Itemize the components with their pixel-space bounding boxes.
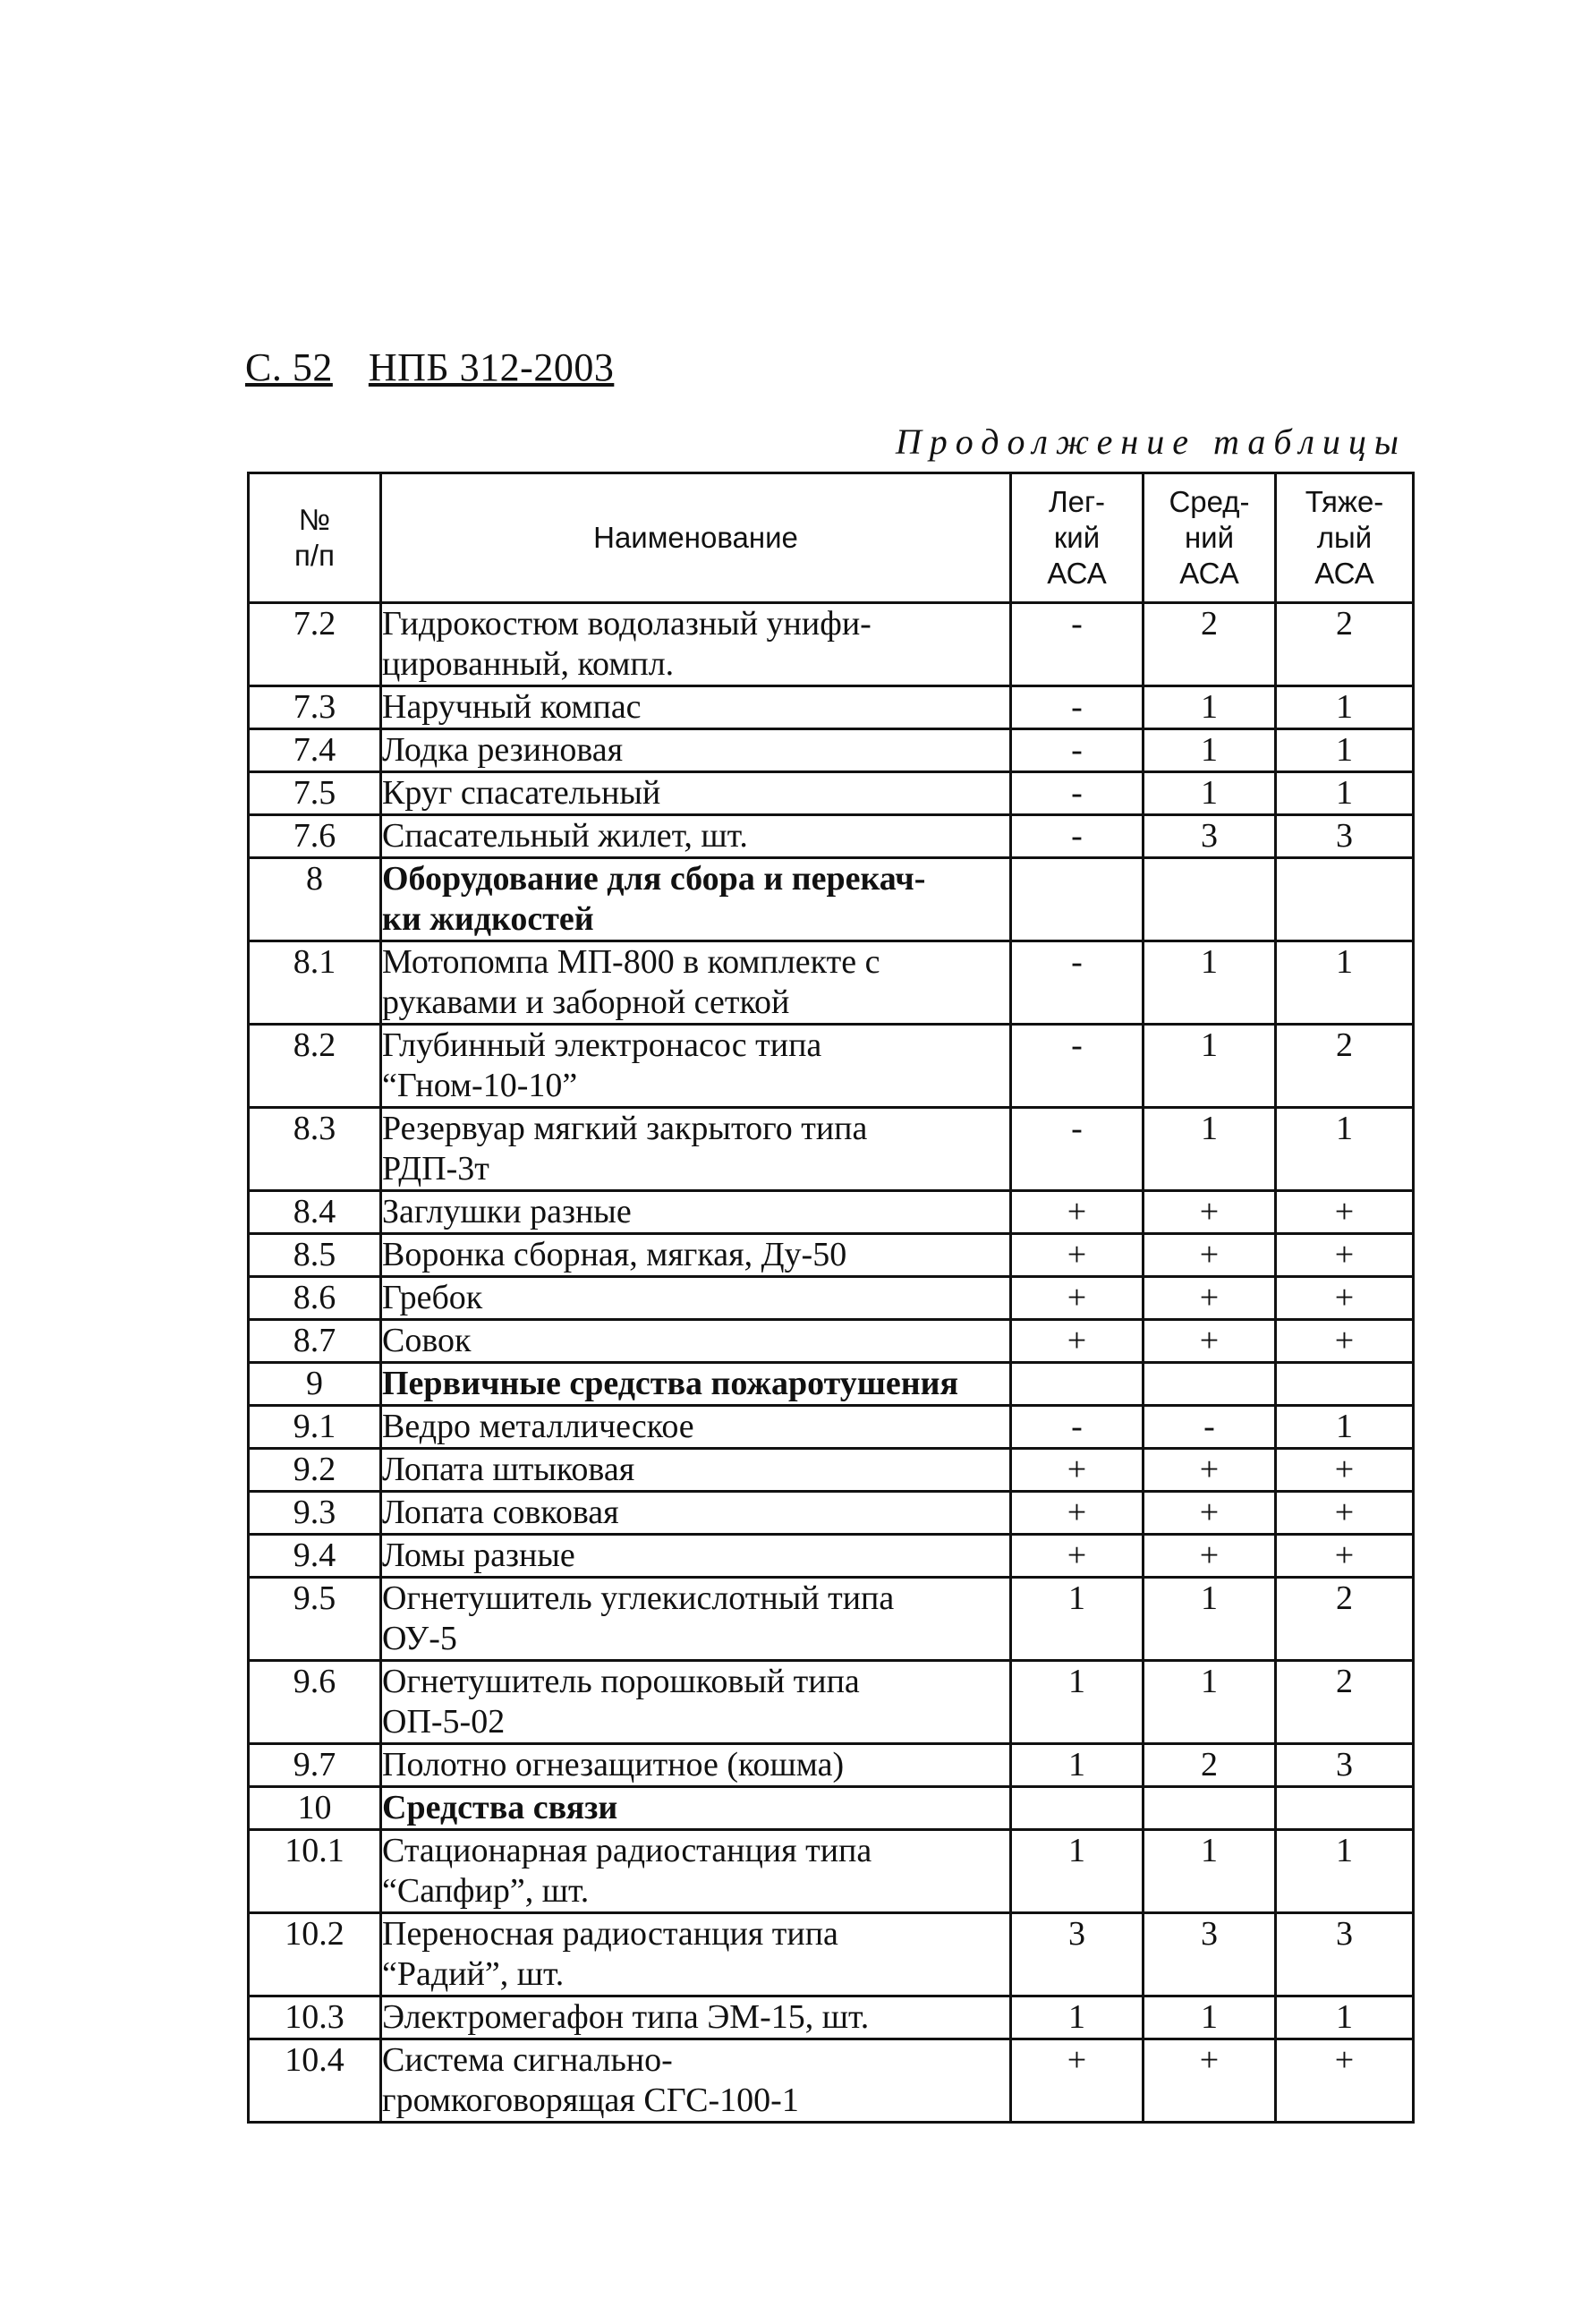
row-value-light: + bbox=[1011, 1277, 1144, 1320]
row-value-heavy bbox=[1276, 858, 1414, 941]
row-name bbox=[381, 941, 1011, 1025]
row-name-line: Полотно огнезащитное (кошма) bbox=[382, 1746, 845, 1783]
row-name-line: РДП-3т bbox=[382, 1150, 489, 1188]
row-value-heavy: 1 bbox=[1276, 772, 1414, 815]
row-value-heavy: 1 bbox=[1276, 729, 1414, 772]
row-value-heavy: + bbox=[1276, 1492, 1414, 1535]
row-value-medium: + bbox=[1144, 1234, 1276, 1277]
row-name bbox=[381, 1492, 1011, 1535]
row-name-line: ОУ-5 bbox=[382, 1620, 457, 1657]
table-row bbox=[249, 772, 1414, 815]
row-number: 9.5 bbox=[249, 1578, 381, 1661]
row-value-light: - bbox=[1011, 729, 1144, 772]
row-value-heavy: 3 bbox=[1276, 1913, 1414, 1996]
row-name bbox=[381, 1277, 1011, 1320]
row-name bbox=[381, 1830, 1011, 1913]
row-name-line: Оборудование для сбора и перекач- bbox=[382, 860, 926, 898]
row-name-line: Огнетушитель углекислотный типа bbox=[382, 1579, 895, 1617]
table-row bbox=[249, 1320, 1414, 1363]
row-name-line: Стационарная радиостанция типа bbox=[382, 1832, 872, 1869]
row-value-light: + bbox=[1011, 2039, 1144, 2123]
table-row bbox=[249, 686, 1414, 729]
row-value-light: - bbox=[1011, 686, 1144, 729]
row-value-light: + bbox=[1011, 1320, 1144, 1363]
row-value-medium: 2 bbox=[1144, 603, 1276, 686]
row-number: 8.1 bbox=[249, 941, 381, 1025]
row-name bbox=[381, 1913, 1011, 1996]
row-value-medium: 1 bbox=[1144, 772, 1276, 815]
row-value-medium: - bbox=[1144, 1406, 1276, 1449]
row-name bbox=[381, 1191, 1011, 1234]
header-name: Наименование bbox=[381, 473, 1011, 603]
row-value-medium: 2 bbox=[1144, 1744, 1276, 1787]
row-value-heavy: 1 bbox=[1276, 686, 1414, 729]
row-value-heavy bbox=[1276, 1363, 1414, 1406]
row-name bbox=[381, 1744, 1011, 1787]
table-row bbox=[249, 1025, 1414, 1108]
row-value-medium: 3 bbox=[1144, 815, 1276, 858]
document-code: НПБ 312-2003 bbox=[368, 345, 615, 389]
table-row bbox=[249, 1108, 1414, 1191]
row-name bbox=[381, 2039, 1011, 2123]
table-row bbox=[249, 1449, 1414, 1492]
row-value-heavy: + bbox=[1276, 1449, 1414, 1492]
row-name-line: Средства связи bbox=[382, 1789, 618, 1826]
page-number: С. 52 bbox=[245, 345, 333, 389]
row-value-medium bbox=[1144, 1363, 1276, 1406]
row-number: 7.6 bbox=[249, 815, 381, 858]
row-number: 8.4 bbox=[249, 1191, 381, 1234]
row-value-medium: 1 bbox=[1144, 1578, 1276, 1661]
row-value-light: - bbox=[1011, 603, 1144, 686]
row-value-medium bbox=[1144, 858, 1276, 941]
row-value-medium bbox=[1144, 1787, 1276, 1830]
row-value-medium: 3 bbox=[1144, 1913, 1276, 1996]
row-value-light: 1 bbox=[1011, 1830, 1144, 1913]
row-name bbox=[381, 1787, 1011, 1830]
header-num: № п/п bbox=[249, 473, 381, 603]
row-value-heavy: + bbox=[1276, 1320, 1414, 1363]
row-value-medium: 1 bbox=[1144, 1830, 1276, 1913]
row-value-heavy: 2 bbox=[1276, 1661, 1414, 1744]
row-number: 8.6 bbox=[249, 1277, 381, 1320]
table-row bbox=[249, 1661, 1414, 1744]
row-value-medium: + bbox=[1144, 1492, 1276, 1535]
row-value-light: 1 bbox=[1011, 1578, 1144, 1661]
row-value-heavy: 1 bbox=[1276, 1996, 1414, 2039]
row-name bbox=[381, 603, 1011, 686]
row-name bbox=[381, 1025, 1011, 1108]
row-value-medium: 1 bbox=[1144, 729, 1276, 772]
equipment-table bbox=[247, 472, 1415, 2124]
row-value-light: - bbox=[1011, 1108, 1144, 1191]
row-name-line: Совок bbox=[382, 1322, 472, 1359]
row-name-line: Первичные средства пожаротушения bbox=[382, 1365, 959, 1402]
row-name-line: Система сигнально- bbox=[382, 2041, 673, 2079]
row-number: 9.1 bbox=[249, 1406, 381, 1449]
row-number: 9.7 bbox=[249, 1744, 381, 1787]
row-name bbox=[381, 1578, 1011, 1661]
row-name-line: Электромегафон типа ЭМ-15, шт. bbox=[382, 1998, 870, 2036]
row-value-heavy: + bbox=[1276, 1191, 1414, 1234]
row-number: 7.5 bbox=[249, 772, 381, 815]
row-name bbox=[381, 729, 1011, 772]
row-value-heavy: + bbox=[1276, 1535, 1414, 1578]
row-number: 8.5 bbox=[249, 1234, 381, 1277]
row-value-light bbox=[1011, 1363, 1144, 1406]
row-value-medium: + bbox=[1144, 1191, 1276, 1234]
row-name-line: Гидрокостюм водолазный унифи- bbox=[382, 605, 872, 643]
row-value-light bbox=[1011, 1787, 1144, 1830]
row-name-line: Круг спасательный bbox=[382, 774, 661, 812]
row-name bbox=[381, 815, 1011, 858]
table-row bbox=[249, 1492, 1414, 1535]
row-name bbox=[381, 1108, 1011, 1191]
row-value-medium: + bbox=[1144, 2039, 1276, 2123]
row-value-light: - bbox=[1011, 1406, 1144, 1449]
row-name-line: Переносная радиостанция типа bbox=[382, 1915, 838, 1953]
row-value-light: + bbox=[1011, 1191, 1144, 1234]
row-name bbox=[381, 1996, 1011, 2039]
row-value-heavy: 2 bbox=[1276, 603, 1414, 686]
row-value-light: 1 bbox=[1011, 1661, 1144, 1744]
row-value-medium: + bbox=[1144, 1535, 1276, 1578]
row-value-medium: 1 bbox=[1144, 941, 1276, 1025]
table-row bbox=[249, 1830, 1414, 1913]
row-number: 9.3 bbox=[249, 1492, 381, 1535]
row-number: 10.4 bbox=[249, 2039, 381, 2123]
table-header-row bbox=[249, 473, 1414, 603]
row-name-line: Воронка сборная, мягкая, Ду-50 bbox=[382, 1236, 847, 1273]
header-heavy: Тяже- лый АСА bbox=[1276, 473, 1414, 603]
row-value-heavy: 1 bbox=[1276, 1830, 1414, 1913]
row-value-heavy: + bbox=[1276, 1277, 1414, 1320]
table-row bbox=[249, 1406, 1414, 1449]
row-value-medium: 1 bbox=[1144, 1996, 1276, 2039]
row-value-light: - bbox=[1011, 815, 1144, 858]
row-value-light bbox=[1011, 858, 1144, 941]
header-light: Лег- кий АСА bbox=[1011, 473, 1144, 603]
row-name-line: “Радий”, шт. bbox=[382, 1955, 565, 1993]
row-name bbox=[381, 686, 1011, 729]
row-value-light: + bbox=[1011, 1449, 1144, 1492]
header-medium: Сред- ний АСА bbox=[1144, 473, 1276, 603]
table-row bbox=[249, 941, 1414, 1025]
row-number: 10.2 bbox=[249, 1913, 381, 1996]
row-number: 8.2 bbox=[249, 1025, 381, 1108]
row-name bbox=[381, 1363, 1011, 1406]
row-name-line: Резервуар мягкий закрытого типа bbox=[382, 1110, 868, 1147]
row-number: 9 bbox=[249, 1363, 381, 1406]
row-value-medium: 1 bbox=[1144, 1661, 1276, 1744]
row-name-line: ки жидкостей bbox=[382, 900, 594, 938]
row-name bbox=[381, 858, 1011, 941]
row-value-light: + bbox=[1011, 1535, 1144, 1578]
row-name-line: Заглушки разные bbox=[382, 1193, 632, 1230]
row-name-line: Ломы разные bbox=[382, 1537, 575, 1574]
row-number: 8.3 bbox=[249, 1108, 381, 1191]
row-number: 10.3 bbox=[249, 1996, 381, 2039]
row-value-medium: + bbox=[1144, 1320, 1276, 1363]
row-value-light: 1 bbox=[1011, 1744, 1144, 1787]
table-row bbox=[249, 729, 1414, 772]
row-value-medium: 1 bbox=[1144, 1025, 1276, 1108]
row-name bbox=[381, 1406, 1011, 1449]
row-name-line: Наручный компас bbox=[382, 688, 642, 726]
row-number: 7.4 bbox=[249, 729, 381, 772]
table-row bbox=[249, 1191, 1414, 1234]
table-row bbox=[249, 1277, 1414, 1320]
row-name-line: цированный, компл. bbox=[382, 645, 675, 683]
row-name-line: Гребок bbox=[382, 1279, 483, 1316]
table-row bbox=[249, 2039, 1414, 2123]
row-name-line: Лопата штыковая bbox=[382, 1451, 635, 1488]
row-value-heavy: 1 bbox=[1276, 1406, 1414, 1449]
row-number: 8.7 bbox=[249, 1320, 381, 1363]
row-name bbox=[381, 1535, 1011, 1578]
row-value-light: 3 bbox=[1011, 1913, 1144, 1996]
section-row bbox=[249, 858, 1414, 941]
row-value-heavy: 1 bbox=[1276, 1108, 1414, 1191]
row-value-heavy: + bbox=[1276, 2039, 1414, 2123]
row-number: 10 bbox=[249, 1787, 381, 1830]
row-name-line: Лопата совковая bbox=[382, 1494, 619, 1531]
row-name-line: Ведро металлическое bbox=[382, 1408, 694, 1445]
row-value-medium: + bbox=[1144, 1449, 1276, 1492]
row-value-light: - bbox=[1011, 941, 1144, 1025]
row-name-line: Спасательный жилет, шт. bbox=[382, 817, 748, 855]
row-name bbox=[381, 1320, 1011, 1363]
table-row bbox=[249, 815, 1414, 858]
row-name-line: Мотопомпа МП-800 в комплекте с bbox=[382, 943, 880, 981]
row-number: 9.6 bbox=[249, 1661, 381, 1744]
row-name-line: ОП-5-02 bbox=[382, 1703, 506, 1741]
table-row bbox=[249, 1913, 1414, 1996]
row-value-light: + bbox=[1011, 1492, 1144, 1535]
row-value-heavy: 3 bbox=[1276, 815, 1414, 858]
row-name-line: “Сапфир”, шт. bbox=[382, 1872, 590, 1910]
row-name bbox=[381, 1449, 1011, 1492]
table-row bbox=[249, 1578, 1414, 1661]
row-value-light: - bbox=[1011, 1025, 1144, 1108]
table-body bbox=[249, 603, 1414, 2123]
row-number: 10.1 bbox=[249, 1830, 381, 1913]
section-row bbox=[249, 1363, 1414, 1406]
row-name-line: Лодка резиновая bbox=[382, 731, 624, 769]
table-row bbox=[249, 1535, 1414, 1578]
row-number: 9.4 bbox=[249, 1535, 381, 1578]
row-value-medium: 1 bbox=[1144, 686, 1276, 729]
row-number: 8 bbox=[249, 858, 381, 941]
row-number: 9.2 bbox=[249, 1449, 381, 1492]
row-name bbox=[381, 772, 1011, 815]
row-value-heavy: 3 bbox=[1276, 1744, 1414, 1787]
row-name bbox=[381, 1661, 1011, 1744]
table-row bbox=[249, 603, 1414, 686]
row-value-heavy: 2 bbox=[1276, 1025, 1414, 1108]
row-number: 7.3 bbox=[249, 686, 381, 729]
row-value-heavy bbox=[1276, 1787, 1414, 1830]
table-continuation-caption: Продолжение таблицы bbox=[895, 421, 1407, 462]
row-value-medium: + bbox=[1144, 1277, 1276, 1320]
row-name-line: Огнетушитель порошковый типа bbox=[382, 1663, 860, 1700]
row-value-heavy: + bbox=[1276, 1234, 1414, 1277]
row-number: 7.2 bbox=[249, 603, 381, 686]
row-value-light: - bbox=[1011, 772, 1144, 815]
table-row bbox=[249, 1234, 1414, 1277]
section-row bbox=[249, 1787, 1414, 1830]
page-header bbox=[245, 345, 614, 390]
row-value-light: + bbox=[1011, 1234, 1144, 1277]
row-name-line: громкоговорящая СГС-100-1 bbox=[382, 2081, 799, 2119]
table-row bbox=[249, 1744, 1414, 1787]
row-value-medium: 1 bbox=[1144, 1108, 1276, 1191]
row-value-light: 1 bbox=[1011, 1996, 1144, 2039]
row-value-heavy: 1 bbox=[1276, 941, 1414, 1025]
row-name bbox=[381, 1234, 1011, 1277]
row-value-heavy: 2 bbox=[1276, 1578, 1414, 1661]
row-name-line: рукавами и заборной сеткой bbox=[382, 983, 790, 1021]
row-name-line: “Гном-10-10” bbox=[382, 1067, 578, 1104]
table-row bbox=[249, 1996, 1414, 2039]
row-name-line: Глубинный электронасос типа bbox=[382, 1026, 822, 1064]
